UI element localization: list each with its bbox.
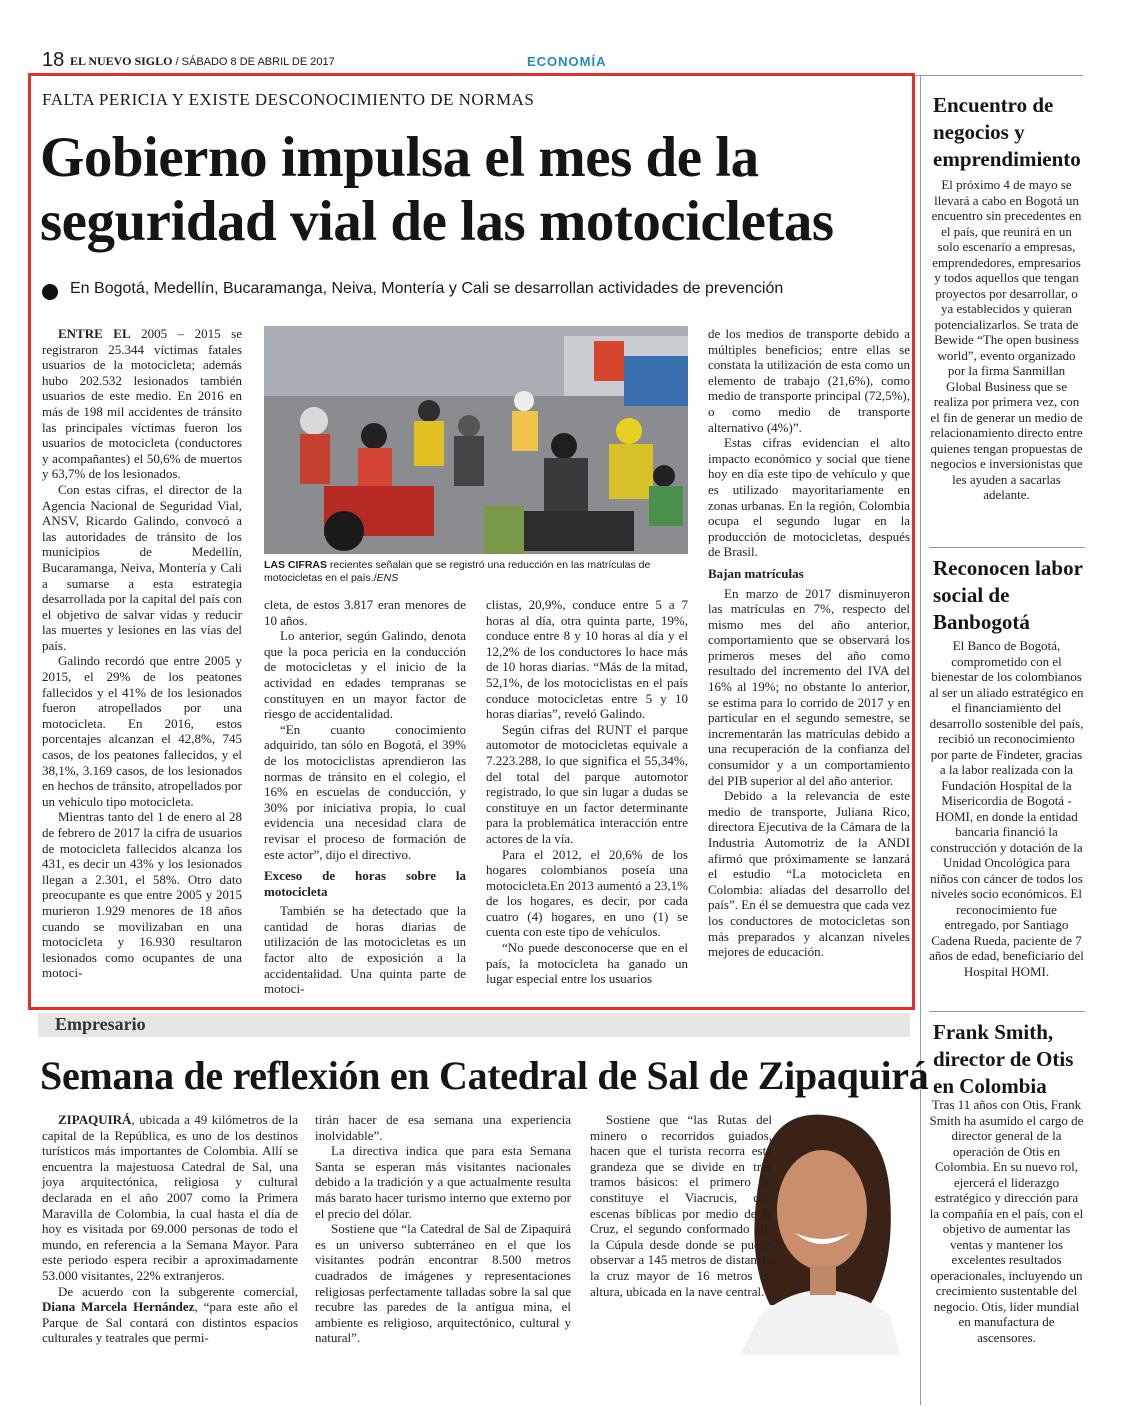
article-column-3 [486, 597, 688, 987]
paper-name: EL NUEVO SIGLO [70, 54, 173, 68]
person-name: Diana Marcela Hernández [42, 1299, 195, 1315]
second-headline: Semana de reflexión en Catedral de Sal de Zipaquirá [40, 1053, 929, 1098]
paragraph: Sostiene que “las Rutas del minero o recorridos guiados, hacen que el turista recorra esta grandeza que se divide en tres tramos básicos: el primero lo constituye el Viacrucis, con escenas bíblicas por medio de la Cruz, el segundo conformado por la Cúpula desde donde se puede observar a 145 metros de distancia la cruz mayor de 16 metros de altura, ubicada en la nave central. [590, 1112, 772, 1299]
paragraph: La directiva indica que para esta Semana Santa se esperan más visitantes nacionales debido a la tradición y a que actualmente resulta más barato hacer turismo interno que externo por el precio del dólar. [315, 1143, 571, 1221]
dateline: ZIPAQUIRÁ [58, 1112, 132, 1127]
sidebar-separator [929, 547, 1085, 548]
section-subhead: Bajan matrículas [708, 565, 804, 581]
lead-in: ENTRE EL [58, 326, 131, 341]
paragraph-text: De acuerdo con la subgerente comercial, [58, 1283, 298, 1299]
sidebar-title-otis: Frank Smith, director de Otis en Colombia [933, 1020, 1074, 1098]
article-column-4 [708, 326, 910, 960]
caption-text: recientes señalan que se registró una reducción en las matrículas de motocicletas en el país./ [264, 559, 651, 584]
issue-date: / SÁBADO 8 DE ABRIL DE 2017 [175, 56, 335, 68]
masthead [70, 54, 335, 69]
sidebar-paragraph: El próximo 4 de mayo se llevará a cabo en Bogotá un encuentro sin precedentes en el país, que reunirá en un solo escenario a empresas, emprendedores, empresarios y todos aquellos que tengan proyectos por desarrollar, o ya establecidos y quieran potencializarlos. Se trata de Bewide “The open business world”, evento organizado por la firma Sanmillan Global Business que se realiza por primera vez, con el fin de generar un medio de relacionamiento directo entre quienes tengan propuestas de negocios e inversionistas que les ayuden a sacarlas adelante. [930, 177, 1083, 502]
section-subhead: Exceso de horas sobre la motocicleta [264, 868, 466, 899]
paragraph: Mientras tanto del 1 de enero al 28 de febrero de 2017 la cifra de usuarios de motocicleta fallecidos alcanza los 431, es decir un 43% y los lesionados llegan a 2.301, el 58%. Otro dato preocupante es que entre 2005 y 2015 murieron 1.929 menores de 18 años cuando se movilizaban en una motocicleta y 16.930 resultaron lesionados como ocupantes de una motoci- [42, 809, 242, 981]
paragraph-text: , ubicada a 49 kilómetros de la capital de la República, es uno de los destinos turísticos más importantes de Colombia. Allí se encuentra la majestuosa Catedral de Sal, una joya arquitectónica, religiosa y cultural declarada en el año 2007 como la Primera Maravilla de Colombia, la cual hasta el día de hoy es visitada por 69.000 personas de todo el mundo, en referencia a la Semana Mayor. Para este periodo espera recibir a aproximadamente 53.000 visitantes, 22% extranjeros. [42, 1112, 298, 1283]
paragraph: Según cifras del RUNT el parque automotor de motocicletas equivale a 7.223.288, lo que significa el 55,34%, del total del parque automotor registrado, lo que sin lugar a dudas se constituye en un factor determinante para la problemática interacción entre actores de la vía. [486, 721, 688, 846]
sidebar-paragraph: Tras 11 años con Otis, Frank Smith ha asumido el cargo de director general de la operación de Otis en Colombia. En su nuevo rol, ejercerá el liderazgo estratégico y dirección para la compañía en el país, con el objetivo de aumentar las ventas y mantener los excelentes resultados operacionales, incluyendo un crecimiento sustentable del negocio. Otis, líder mundial en manufactura de ascensores. [929, 1097, 1084, 1345]
lead-paragraph [42, 326, 242, 482]
paragraph: tirán hacer de esa semana una experiencia inolvidable”. [315, 1112, 571, 1143]
paragraph: Lo anterior, según Galindo, denota que la poca pericia en la conducción de motocicletas y el inicio de la actividad en edades tempranas se constituyen en un mayor factor de riesgo de accidentalidad. [264, 628, 466, 722]
paragraph: “No puede desconocerse que en el país, la motocicleta ha ganado un lugar especial entre los usuarios [486, 940, 688, 987]
paragraph [42, 1284, 298, 1346]
tag-bar [38, 1013, 910, 1037]
sidebar-body-encuentro [929, 177, 1084, 503]
paragraph: Debido a la relevancia de este medio de transporte, Juliana Rico, directora Ejecutiva de la Cámara de la Industria Automotriz de la ANDI afirmó que próximamente se lanzará el estudio “La motocicleta en Colombia: aliadas del desarrollo del país”. En él se demuestra que cada vez los conductores de motocicletas son más preparados y alcanzan niveles mejores de educación. [708, 788, 910, 960]
paragraph: de los medios de transporte debido a múltiples beneficios; entre ellas se constata la utilización de esta como un elemento de trabajo (21,6%), como medio de transporte principal (72,5%), o como medio de transporte alternativo (4%)”. [708, 326, 910, 435]
paragraph: Con estas cifras, el director de la Agencia Nacional de Seguridad Vial, ANSV, Ricardo Galindo, convocó a las autoridades de tránsito de los municipios de Medellín, Bucaramanga, Neiva, Montería y Cali a sumarse a esta estrategia desarrollada por la capital del país con el objetivo de salvar vidas y reducir las muertes y lesiones en las vías del país. [42, 481, 242, 653]
paragraph: Para el 2012, el 20,6% de los hogares colombianos poseía una motocicleta.En 2013 aumentó a 23,1% de los hogares, es decir, por cada cuatro (4) hogares, en uno (1) se cuenta con este tipo de vehículos. [486, 846, 688, 940]
paragraph: En marzo de 2017 disminuyeron las matrículas en 7%, respecto del mismo mes del año anterior, comportamiento que se observará los primeros meses del año como resultado del incremento del IVA del 16% al 19%; no obstante lo anterior, se estima para lo corrido de 2017 y en particular en el segundo semestre, se incrementarán las matrículas debido a una recuperación de la confianza del consumidor y a un comportamiento del PIB superior al del año anterior. [708, 585, 910, 788]
paragraph: Galindo recordó que entre 2005 y 2015, el 29% de los peatones fallecidos y el 41% de los lesionados fueron atropellados por una motocicleta. En 2016, estos porcentajes alcanzan el 42,8%, 745 casos, de los peatones fallecidos, y el 38,1%, 3.169 casos, de los lesionados en hechos de tránsito, atropellados por un vehículo tipo motocicleta. [42, 653, 242, 809]
second-column-1 [42, 1112, 298, 1346]
main-headline: Gobierno impulsa el mes de la seguridad vial de las motocicletas [40, 126, 834, 253]
photo-caption [264, 559, 688, 585]
caption-lead: LAS CIFRAS [264, 559, 327, 571]
motorcycles-photo [264, 326, 688, 554]
sidebar-paragraph: El Banco de Bogotá, comprometido con el bienestar de los colombianos al ser un aliado estratégico en el financiamiento del desarrollo sostenible del país, recibió un reconocimiento por parte de Findeter, gracias a la labor realizada con la Fundación Hospital de la Misericordia de Bogotá - HOMI, en donde la entidad bancaria financió la construcción y dotación de la Unidad Oncológica para niños con cáncer de todos los niveles socio económicos. El reconocimiento fue entregado, por Santiago Cadena Rueda, paciente de 7 años de edad, beneficiario del Hospital HOMI. [929, 638, 1084, 979]
sidebar-separator [929, 1011, 1085, 1012]
second-column-2 [315, 1112, 571, 1346]
paragraph-text: , “para este año el Parque de Sal contará con distintos espacios culturales y teatrales que permi- [42, 1299, 298, 1346]
paragraph: “En cuanto conocimiento adquirido, tan sólo en Bogotá, el 39% de los motociclistas aprendieron las normas de tránsito en el colegio, el 16% en escuelas de conducción, y 30% por iniciativa propia, lo cual evidencia una necesidad clara de revisar el proceso de formación de este actor”, dijo el directivo. [264, 721, 466, 862]
sidebar-title-encuentro: Encuentro de negocios y emprendimiento [933, 93, 1081, 171]
traffic-illustration [264, 326, 688, 554]
page-number: 18 [42, 49, 65, 71]
article-column-2 [264, 597, 466, 997]
paragraph: 2005 – 2015 se registraron 25.344 víctimas fatales usuarios de la motocicleta; además hubo 202.532 lesionados también usuarios de este medio. En 2016 en más de 198 mil accidentes de tránsito las principales víctimas fueron los usuarios de motocicleta (conductores y acompañantes) el 50,6% de muertos y 63,7% de los lesionados. [42, 326, 242, 482]
sidebar-divider [920, 75, 921, 1405]
section-label: ECONOMÍA [527, 54, 607, 69]
photo-credit: ENS [376, 572, 399, 584]
second-column-3 [590, 1112, 772, 1299]
paragraph: cleta, de estos 3.817 eran menores de 10 años. [264, 597, 466, 628]
sidebar-body-otis [929, 1097, 1084, 1345]
paragraph: clistas, 20,9%, conduce entre 5 a 7 horas al día, otra quinta parte, 19%, conduce entre 8 y 10 horas al día y el 12,2% de los conductores lo hace más de 10 horas diarias. “Más de la mitad, 52,1%, de los motociclistas en el país conduce motocicletas entre 5 y 10 horas diarias”, reveló Galindo. [486, 597, 688, 722]
paragraph: Estas cifras evidencian el alto impacto económico y social que tiene hoy en día este tipo de vehículo y que es utilizado mayoritariamente en zonas urbanas. En la región, Colombia ocupa el segundo lugar en la producción de motocicletas, después de Brasil. [708, 435, 910, 560]
paragraph [42, 1112, 298, 1284]
paragraph: También se ha detectado que la cantidad de horas diarias de utilización de las motocicletas es un factor alto de exposición a la accidentalidad. Una quinta parte de motoci- [264, 903, 466, 997]
article-column-1 [42, 326, 242, 981]
sidebar-body-banbogota [929, 638, 1084, 979]
sidebar-title-banbogota: Reconocen labor social de Banbogotá [933, 556, 1083, 634]
paragraph: Sostiene que “la Catedral de Sal de Zipaquirá es un universo subterráneo en el que los visitantes podrán encontrar 8.500 metros cuadrados de imágenes y representaciones religiosas perfectamente talladas sobre la sal que recubre las paredes de la antigua mina, el ambiente es religioso, arquitectónico, cultural y natural”. [315, 1221, 571, 1346]
bullet-dot-icon [42, 284, 58, 300]
subheadline: En Bogotá, Medellín, Bucaramanga, Neiva, Montería y Cali se desarrollan actividades de prevención [70, 280, 784, 297]
kicker: FALTA PERICIA Y EXISTE DESCONOCIMIENTO DE NORMAS [42, 90, 535, 109]
tag-label: Empresario [55, 1014, 146, 1034]
